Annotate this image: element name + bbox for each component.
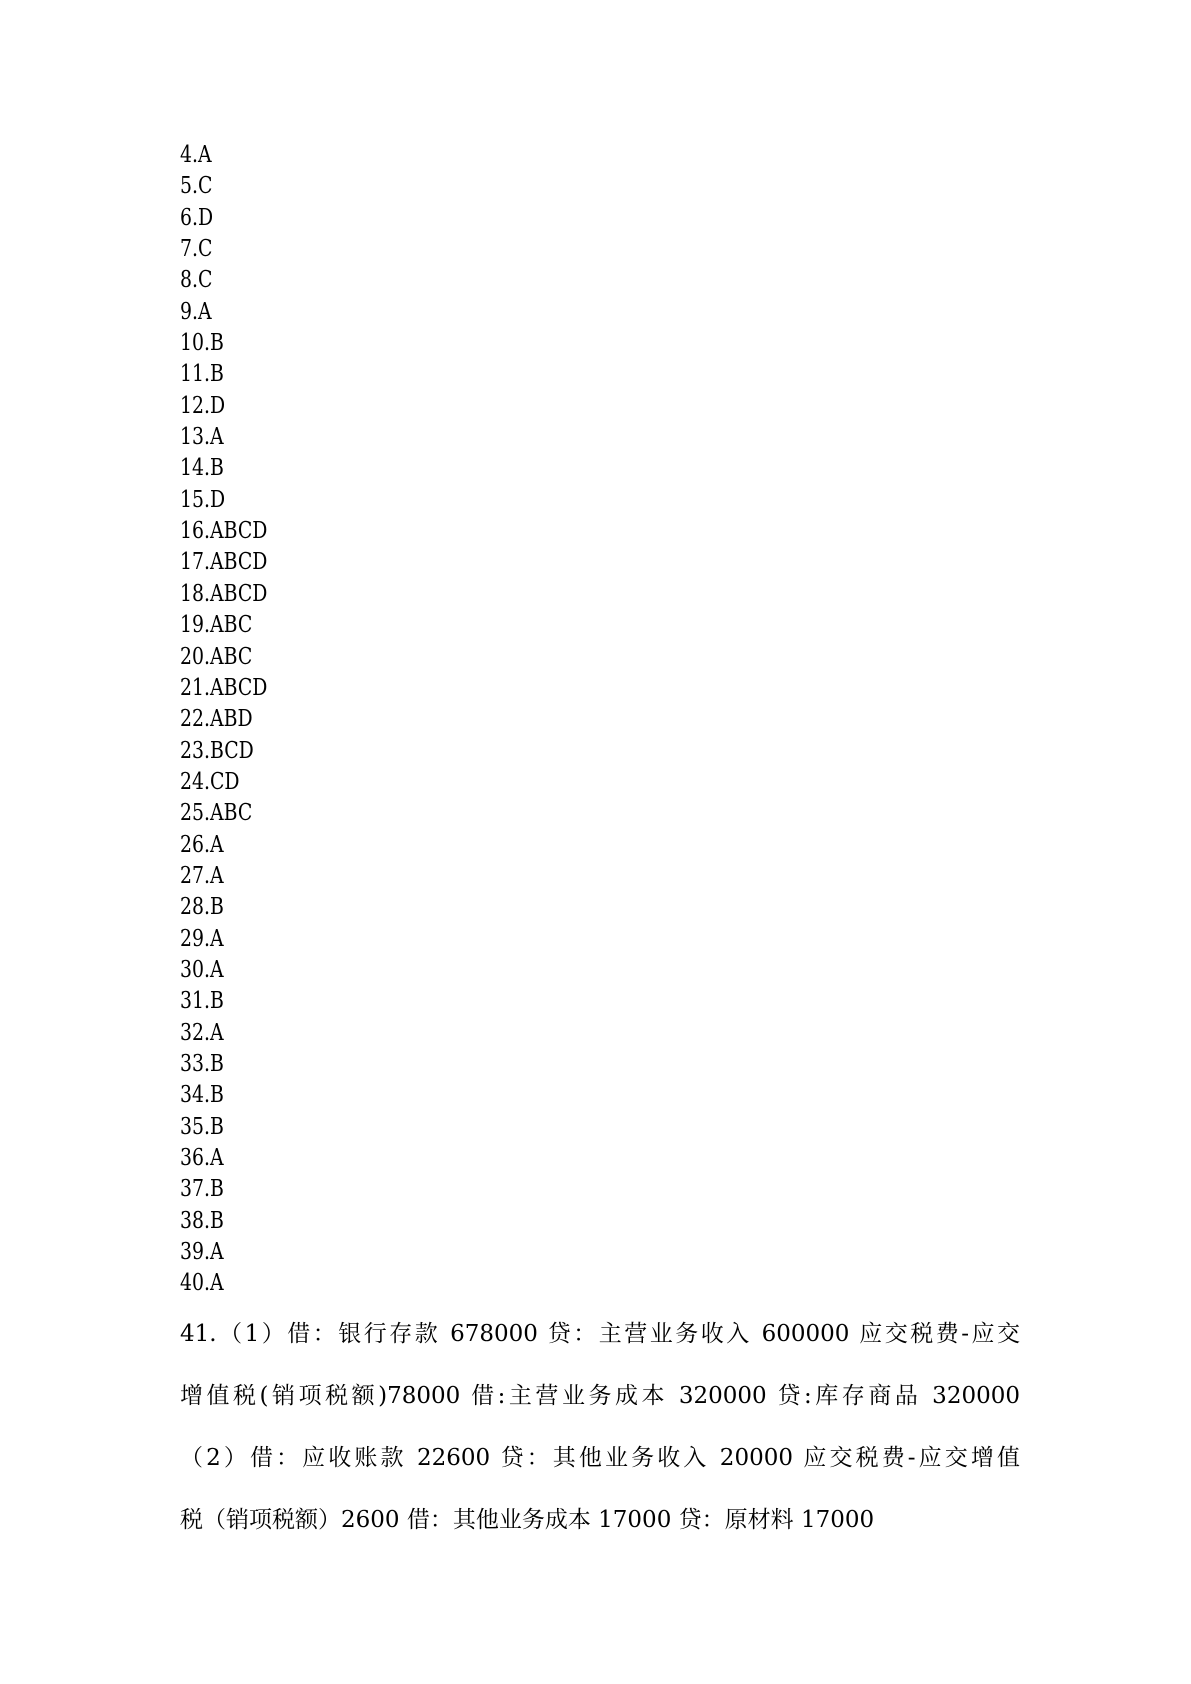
answer-item: 12.D: [180, 392, 226, 419]
answer-item: 39.A: [180, 1239, 224, 1266]
essay-line: 增值税(销项税额)78000 借:主营业务成本 320000 贷:库存商品 320000: [180, 1383, 1020, 1409]
answer-item: 30.A: [180, 956, 224, 983]
answer-item: 10.B: [180, 330, 224, 357]
answer-item: 8.C: [180, 267, 213, 294]
answer-item: 14.B: [180, 455, 224, 482]
answer-item: 13.A: [180, 424, 224, 451]
essay-line: 41.（1）借：银行存款 678000 贷：主营业务收入 600000 应交税费-应交: [180, 1321, 1020, 1347]
answer-item: 33.B: [180, 1050, 224, 1077]
essay-line: （2）借：应收账款 22600 贷：其他业务收入 20000 应交税费-应交增值: [180, 1445, 1020, 1471]
answer-item: 24.CD: [180, 768, 240, 795]
answer-item: 16.ABCD: [180, 518, 268, 545]
answer-item: 28.B: [180, 894, 224, 921]
answer-item: 15.D: [180, 486, 226, 513]
answer-item: 26.A: [180, 831, 224, 858]
answer-item: 18.ABCD: [180, 580, 268, 607]
answer-item: 9.A: [180, 298, 212, 325]
answer-item: 38.B: [180, 1207, 224, 1234]
answer-item: 19.ABC: [180, 612, 253, 639]
question-41-answer: [180, 1303, 1020, 1551]
answer-item: 7.C: [180, 236, 213, 263]
answer-item: 4.A: [180, 142, 212, 168]
essay-line: 税（销项税额）2600 借：其他业务成本 17000 贷：原材料 17000: [180, 1507, 875, 1533]
answer-item: 32.A: [180, 1019, 224, 1046]
answer-item: 6.D: [180, 204, 214, 231]
answer-item: 23.BCD: [180, 737, 254, 764]
answer-item: 25.ABC: [180, 800, 253, 827]
answer-item: 34.B: [180, 1082, 224, 1109]
answer-item: 5.C: [180, 173, 213, 200]
answer-item: 17.ABCD: [180, 549, 268, 576]
answer-item: 22.ABD: [180, 706, 253, 733]
answer-item: 11.B: [180, 361, 224, 388]
answer-item: 21.ABCD: [180, 674, 268, 701]
answer-item: 40.A: [180, 1270, 224, 1297]
answer-item: 20.ABC: [180, 643, 253, 670]
answer-item: 35.B: [180, 1113, 224, 1140]
answer-item: 27.A: [180, 862, 224, 889]
answer-item: 36.A: [180, 1145, 224, 1171]
answer-item: 29.A: [180, 925, 224, 952]
answer-item: 31.B: [180, 988, 224, 1015]
answer-item: 37.B: [180, 1176, 224, 1203]
answer-list: [180, 140, 287, 1300]
